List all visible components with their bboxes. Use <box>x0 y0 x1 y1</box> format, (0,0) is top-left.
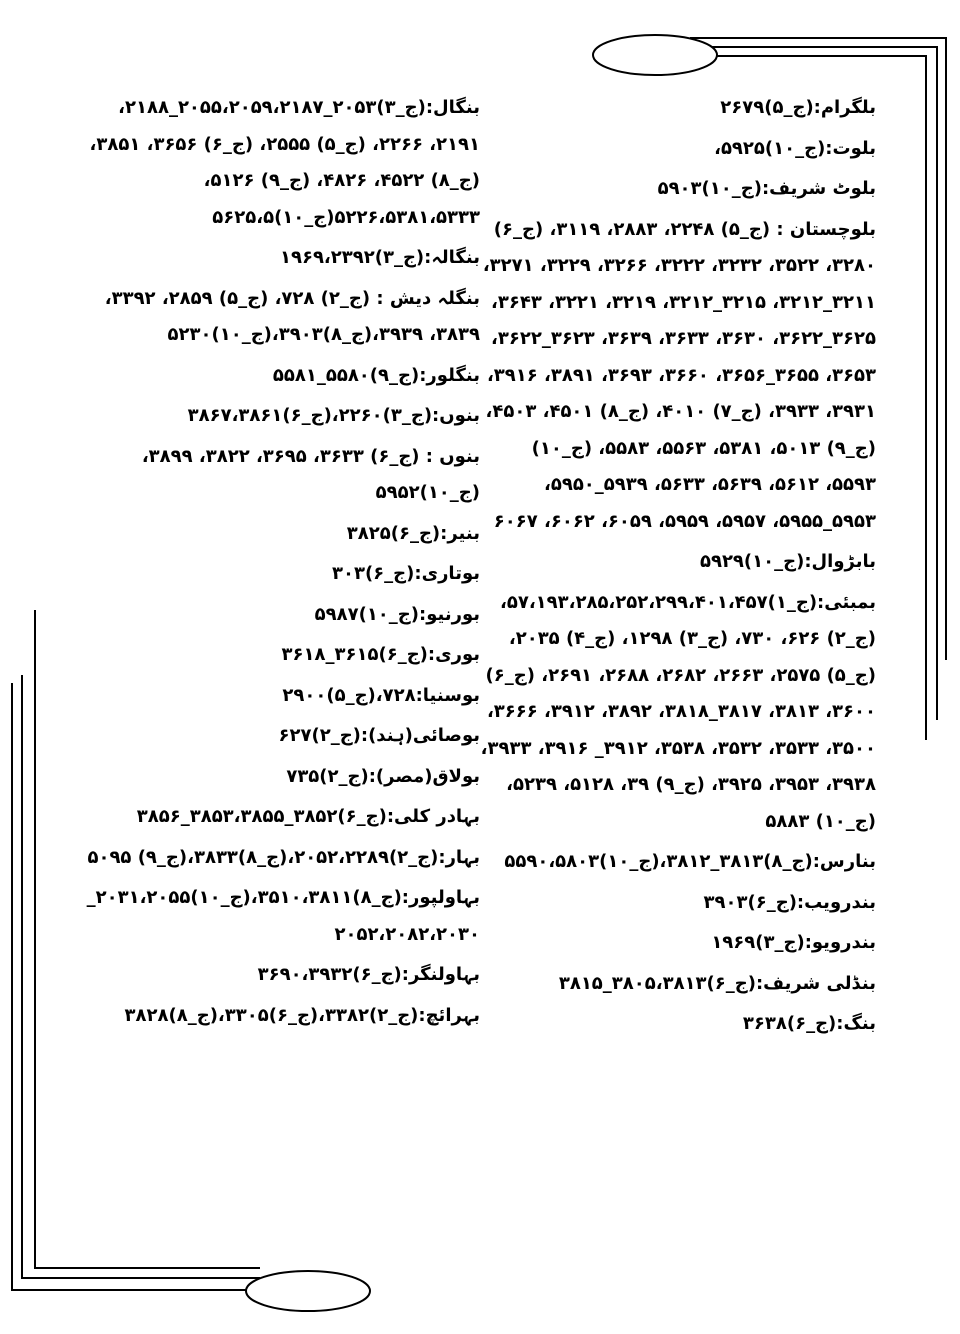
index-entry: بوتاری:(ج_۶)۳۰۳ <box>331 563 480 584</box>
index-entry: بوصائی(ہند):(ج_۲)۶۲۷ <box>278 725 480 746</box>
index-entry: بہاولنگر:(ج_۶)۳۶۹۰،۳۹۳۲ <box>257 964 480 985</box>
index-entry: بہرائچ:(ج_۲)۳۳۸۲،(ج_۶)۳۳۰۵،(ج_۸)۳۸۲۸ <box>124 1004 480 1026</box>
index-entry: بنوں:(ج_۳)۲۲۶۰،(ج_۶)۳۸۶۷،۳۸۶۱ <box>187 405 480 426</box>
index-entry: بلوت:(ج_۱۰)۵۹۲۵، <box>714 137 876 159</box>
index-entry: بوری:(ج_۶)۳۶۱۵_۳۶۱۸ <box>281 644 480 665</box>
index-entry: بنارس:(ج_۸)۳۸۱۳_۳۸۱۲،(ج_۱۰)۵۵۹۰،۵۸۰۳ <box>504 851 876 872</box>
index-entry: بنگالہ:(ج_۳)۱۹۶۹،۲۳۹۲ <box>279 247 480 268</box>
index-entry: بوسنیا:۷۲۸،(ج_۵)۲۹۰۰ <box>282 684 480 706</box>
index-entry: بنیر:(ج_۶)۳۸۲۵ <box>346 522 480 544</box>
left-column <box>80 90 480 1038</box>
right-column <box>476 90 876 1047</box>
index-entry: بورنیو:(ج_۱۰)۵۹۸۷ <box>314 603 480 625</box>
frame-oval-top <box>593 35 717 75</box>
index-entry: بابڑوال:(ج_۱۰)۵۹۲۹ <box>699 551 876 572</box>
index-entry: بندرویو:(ج_۳)۱۹۶۹ <box>711 932 876 953</box>
index-entry: بنڈلی شریف:(ج_۶)۳۸۰۵،۳۸۱۳_۳۸۱۵ <box>558 972 876 994</box>
index-entry: بنگال:(ج_۳)۲۰۵۳_۲۰۵۵،۲۰۵۹،۲۱۸۷_۲۱۸۸، ۲۱۹۱، ۲۲۶۶، (ج_۵) ۲۵۵۵، (ج_۶) ۳۶۵۶، ۳۸۵۱، (ج_۸) ۴۵۲۲، ۴۸۲۶، (ج_۹) ۵۱۲۶، ۵۲۲۶،۵۳۸۱،۵۳۳۳(ج_۱۰)۵۶۲۵،۵ <box>89 97 480 228</box>
index-entry: بہاولپور:(ج_۸)۳۵۱۰،۳۸۱۱،(ج_۱۰)۲۰۳۱،۲۰۵۵_ ۲۰۵۲،۲۰۸۲،۲۰۳۰ <box>86 887 480 945</box>
index-entry: بمبئی:(ج_۱)۵۷،۱۹۳،۲۸۵،۲۵۲،۲۹۹،۴۰۱،۴۵۷، (ج_۲) ۶۲۶، ۷۳۰، (ج_۳) ۱۲۹۸، (ج_۴) ۲۰۳۵، (ج_۵) ۲۵۷۵، ۲۶۶۳، ۲۶۸۲، ۲۶۸۸، ۲۶۹۱، (ج_۶) ۳۶۰۰، ۳۸۱۳، ۳۸۱۷_۳۸۱۸، ۳۸۹۲، ۳۹۱۲، ۳۶۶۶، ۳۵۰۰، ۳۵۳۳، ۳۵۳۲، ۳۵۳۸، ۳۹۱۲_ ۳۹۱۶، ۳۹۳۳، ۳۹۳۸، ۳۹۵۳، ۳۹۲۵، (ج_۹) ۳۹، ۵۱۲۸، ۵۲۳۹، (ج_۱۰) ۵۸۸۳ <box>480 591 876 832</box>
index-entry: بلوٹ شریف:(ج_۱۰)۵۹۰۳ <box>657 178 876 199</box>
index-entry: بنوں : (ج_۶) ۳۶۳۳، ۳۶۹۵، ۳۸۲۲، ۳۸۹۹، (ج_۱۰)۵۹۵۲ <box>141 445 480 503</box>
index-entry: بنگ:(ج_۶)۳۶۳۸ <box>742 1013 876 1034</box>
index-entry: بندرویب:(ج_۶)۳۹۰۳ <box>703 891 876 913</box>
frame-oval-bottom <box>246 1271 370 1311</box>
index-entry: بلگرام:(ج_۵)۲۶۷۹ <box>720 97 876 118</box>
index-entry: بنگلہ دیش : (ج_۲) ۷۲۸، (ج_۵) ۲۸۵۹، ۳۳۹۲، ۳۸۳۹، ۳۹۳۹،(ج_۸)۳۹۰۳،(ج_۱۰)۵۲۳۰ <box>104 287 480 345</box>
index-entry: بنگلور:(ج_۹)۵۵۸۰_۵۵۸۱ <box>272 364 480 386</box>
index-entry: بلوچستان : (ج_۵) ۲۲۴۸، ۲۸۸۳، ۳۱۱۹، (ج_۶) ۳۲۸۰، ۳۵۲۲، ۳۲۳۲، ۳۲۲۲، ۳۲۶۶، ۳۲۲۹، ۳۲۷۱، ۳۲۱۱_۳۲۱۲، ۳۲۱۵_۳۲۱۲، ۳۲۱۹، ۳۲۲۱، ۳۶۴۳، ۳۶۲۵_۳۶۲۲، ۳۶۳۰، ۳۶۳۳، ۳۶۳۹، ۳۶۲۳_۳۶۲۲، ۳۶۵۳، ۳۶۵۵_۳۶۵۶، ۳۶۶۰، ۳۶۹۳، ۳۸۹۱، ۳۹۱۶، ۳۹۳۱، ۳۹۳۳، (ج_۷) ۴۰۱۰، (ج_۸) ۴۵۰۱، ۴۵۰۳، (ج_۹) ۵۰۱۳، ۵۳۸۱، ۵۵۶۳، ۵۵۸۳، (ج_۱۰) ۵۵۹۳، ۵۶۱۲، ۵۶۳۹، ۵۶۳۳، ۵۹۳۹_۵۹۵۰، ۵۹۵۳_۵۹۵۵، ۵۹۵۷، ۵۹۵۹، ۶۰۵۹، ۶۰۶۲، ۶۰۶۷ <box>482 218 876 532</box>
index-entry: بہادر کلی:(ج_۶)۳۸۵۲_۳۸۵۳،۳۸۵۵_۳۸۵۶ <box>136 806 480 827</box>
index-entry: بولاق(مصر):(ج_۲)۷۳۵ <box>286 765 480 787</box>
index-entry: بہار:(ج_۲)۲۰۵۲،۲۲۸۹،(ج_۸)۳۸۳۳،(ج_۹) ۵۰۹۵ <box>87 846 480 868</box>
